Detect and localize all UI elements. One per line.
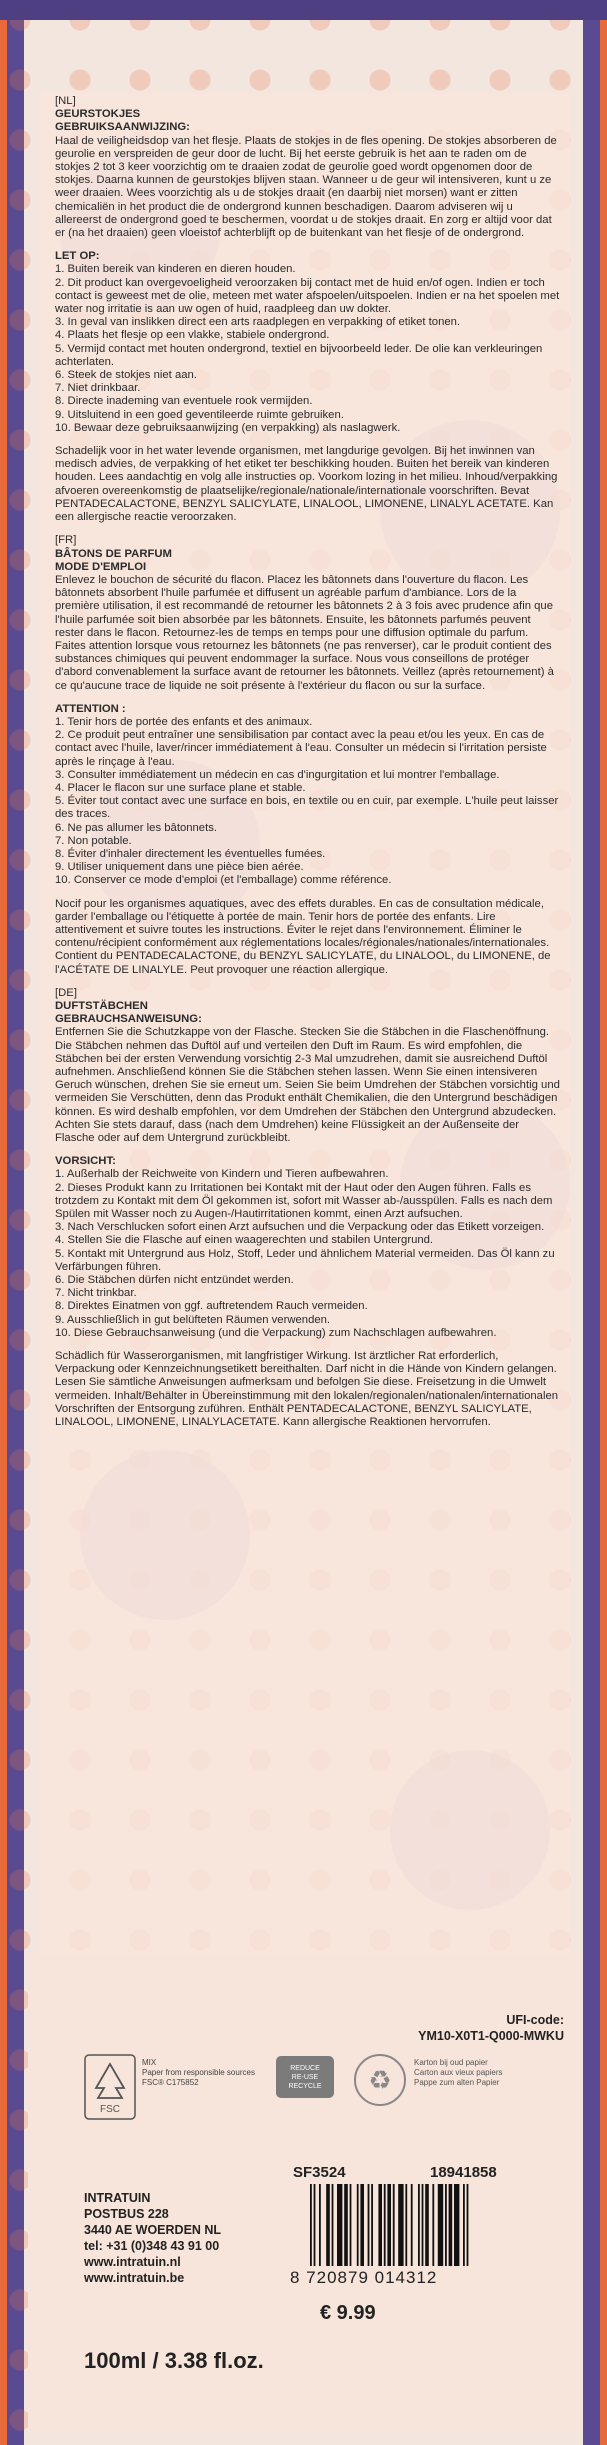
fr-warn-title: ATTENTION : bbox=[55, 702, 126, 715]
fr-warning: 7. Non potable. bbox=[55, 834, 132, 847]
nl-warning: 3. In geval van inslikken direct een arts raadplegen en verpakking of etiket tonen. bbox=[55, 316, 461, 329]
fr-warning: 6. Ne pas allumer les bâtonnets. bbox=[55, 821, 218, 834]
article-number: 18941858 bbox=[430, 2164, 497, 2181]
de-warn-title: VORSICHT: bbox=[55, 1155, 116, 1168]
de-lang: [DE] bbox=[55, 986, 77, 999]
nl-warn-title: LET OP: bbox=[55, 250, 100, 263]
price: € 9.99 bbox=[320, 2302, 376, 2324]
fr-warning: 4. Placer le flacon sur une surface plane et stable. bbox=[55, 781, 306, 794]
fr-title: BÂTONS DE PARFUM bbox=[55, 547, 172, 560]
box-top-edge bbox=[0, 0, 607, 20]
de-warning: 9. Ausschließlich in gut belüfteten Räumen verwenden. bbox=[55, 1313, 331, 1326]
de-subtitle: GEBRAUCHSANWEISUNG: bbox=[55, 1013, 202, 1026]
nl-warning: 4. Plaats het flesje op een vlakke, stabiele ondergrond. bbox=[55, 329, 330, 342]
address-line: www.intratuin.be bbox=[84, 2271, 185, 2285]
instructions bbox=[55, 95, 560, 1429]
recycle-icon: ♻ bbox=[354, 2054, 406, 2106]
fr-body: Enlevez le bouchon de sécurité du flacon. Placez les bâtonnets dans l'ouverture du flacon. Les bâtonnets absorbent l'huile parfumée et diffusent un agréable parfum d'ambiance. Lors de la première utilisation, il est recommandé de retourner les bâtonnets 2 à 3 fois avec prudence afin que l'huile parfumée soit bien absorbée par les bâtonnets. Ensuite, les bâtonnets parfumés peuvent rester dans le flacon. Retournez-les de temps en temps pour une diffusion optimale du parfum. Faites attention lorsque vous retournez les bâtonnets (ne pas renverser), car le produit contient des substances chimiques qui peuvent endommager la surface. Nous vous conseillons de protéger d'abord convenablement la surface avant de retourner les bâtonnets. Veillez (après retournement) à ce qu'aucune trace de liquide ne soit présente à l'extérieur du flacon ou sur la surface. bbox=[55, 573, 554, 692]
fsc-logo-icon bbox=[84, 2054, 136, 2120]
de-warning: 7. Nicht trinkbar. bbox=[55, 1287, 137, 1300]
nl-subtitle: GEBRUIKSAANWIJZING: bbox=[55, 121, 190, 134]
fsc-label: FSC bbox=[100, 2104, 120, 2115]
barcode bbox=[290, 2184, 570, 2287]
address-line: POSTBUS 228 bbox=[84, 2207, 169, 2221]
nl-warning: 7. Niet drinkbaar. bbox=[55, 382, 141, 395]
fr-footer: Nocif pour les organismes aquatiques, avec des effets durables. En cas de consultation médicale, garder l'emballage ou l'étiquette à portée de main. Tenir hors de portée des enfants. Lire attentivement et suivre toutes les instructions. Éviter le rejet dans l'environnement. Éliminer le contenu/récipient conformément aux réglementations locales/régionales/nationales/internationales. Contient du PENTADECALACTONE, du BENZYL SALICYLATE, du LINALOOL, du LIMONENE, de l'ACÉTATE DE LINALYLE. Peut provoquer une réaction allergique. bbox=[55, 897, 551, 976]
ufi-code bbox=[418, 2012, 564, 2044]
article-sf: SF3524 bbox=[293, 2164, 346, 2181]
ufi-value: YM10-X0T1-Q000-MWKU bbox=[418, 2029, 564, 2043]
nl-warning: 10. Bewaar deze gebruiksaanwijzing (en verpakking) als naslagwerk. bbox=[55, 421, 401, 434]
de-footer: Schädlich für Wasserorganismen, mit langfristiger Wirkung. Ist ärztlicher Rat erforderlich, Verpackung oder Kennzeichnungsetikett bereithalten. Darf nicht in die Hände von Kindern gelangen. Lesen Sie sämtliche Anweisungen aufmerksam und befolgen Sie diese. Freisetzung in die Umwelt vermeiden. Inhalt/Behälter in Übereinstimmung mit den lokalen/regionalen/nationalen/internationalen Vorschriften der Entsorgung zuführen. Enthält PENTADECALACTONE, BENZYL SALICYLATE, LINALOOL, LIMONENE, LINALYLACETATE. Kann allergische Reaktionen hervorrufen. bbox=[55, 1350, 559, 1429]
nl-lang: [NL] bbox=[55, 95, 76, 107]
nl-warning: 5. Vermijd contact met houten ondergrond, textiel en bijvoorbeeld leder. De olie kan verkleuringen achterlaten. bbox=[55, 342, 543, 368]
address-line: www.intratuin.nl bbox=[84, 2255, 181, 2269]
reduce-text: REDUCE RE-USE RECYCLE bbox=[288, 2065, 322, 2090]
fr-warning: 1. Tenir hors de portée des enfants et des animaux. bbox=[55, 715, 313, 728]
nl-warning: 6. Steek de stokjes niet aan. bbox=[55, 369, 197, 382]
fr-subtitle: MODE D'EMPLOI bbox=[55, 560, 147, 573]
nl-warning: 9. Uitsluitend in een goed geventileerde ruimte gebruiken. bbox=[55, 408, 344, 421]
nl-warning: 1. Buiten bereik van kinderen en dieren houden. bbox=[55, 263, 296, 276]
nl-warning: 8. Directe inademing van eventuele rook vermijden. bbox=[55, 395, 313, 408]
de-warning: 2. Dieses Produkt kann zu Irritationen bei Kontakt mit der Haut oder den Augen führen. Falls es trotzdem zu Kontakt mit dem Öl gekommen ist, sofort mit Wasser ab-/ausspülen. Falls es nach dem Spülen mit Wasser noch zu Augen-/Hautirritationen kommt, einen Arzt aufsuchen. bbox=[55, 1181, 553, 1221]
company-address bbox=[84, 2190, 221, 2286]
barcode-digits: 8 720879 014312 bbox=[290, 2268, 438, 2287]
de-warning: 1. Außerhalb der Reichweite von Kindern und Tieren aufbewahren. bbox=[55, 1168, 389, 1181]
nl-warning: 2. Dit product kan overgevoeligheid veroorzaken bij contact met de huid en/of ogen. Indien er toch contact is geweest met de olie, meteen met water afspoelen/uitspoelen. Indien er na het spoelen met water nog irritatie is aan uw ogen of huid, raadpleeg dan uw dokter. bbox=[55, 276, 560, 316]
fr-warning: 2. Ce produit peut entraîner une sensibilisation par contact avec la peau et/ou les yeux. En cas de contact avec l'huile, laver/rincer immédiatement à l'eau. Consulter un médecin si l'irritation persiste après le rinçage à l'eau. bbox=[55, 729, 547, 768]
de-title: DUFTSTÄBCHEN bbox=[55, 1000, 148, 1012]
fr-warning: 10. Conserver ce mode d'emploi (et l'emballage) comme référence. bbox=[55, 874, 392, 887]
de-warning: 5. Kontakt mit Untergrund aus Holz, Stoff, Leder und ähnlichem Material vermeiden. Das Öl kann zu Verfärbungen führen. bbox=[55, 1247, 555, 1273]
de-warning: 3. Nach Verschlucken sofort einen Arzt aufsuchen und die Verpackung oder das Etikett vorzeigen. bbox=[55, 1221, 545, 1234]
fr-lang: [FR] bbox=[55, 534, 77, 547]
paper-recycle-text: Karton bij oud papier Carton aux vieux papiers Pappe zum alten Papier bbox=[414, 2058, 503, 2087]
address-line: 3440 AE WOERDEN NL bbox=[84, 2223, 222, 2237]
fr-warning: 5. Éviter tout contact avec une surface en bois, en textile ou en cuir, par exemple. L'huile peut laisser des traces. bbox=[55, 795, 559, 821]
nl-body: Haal de veiligheidsdop van het flesje. Plaats de stokjes in de fles opening. De stokjes absorberen de geurolie en verspreiden de geur door de lucht. Bij het eerste gebruik is het aan te raden om de stokjes 2 tot 3 keer voorzichtig om te draaien zodat de geurolie goed wordt opgenomen door de stokjes. Daarna kunnen de geurstokjes blijven staan. Wanneer u de geur wil intensiveren, kunt u ze weer draaien. Wees voorzichtig als u de stokjes draait (en daarbij niet morsen) want er zitten chemicaliën in het product die de ondergrond kunnen beschadigen. Daarom adviseren wij u allereerst de ondergrond goed te beschermen, voordat u de stokjes draait. En zorg er altijd voor dat er (na het draaien) geen vloeistof achterblijft op de buitenkant van het flesje of de ondergrond. bbox=[55, 134, 557, 240]
nl-footer: Schadelijk voor in het water levende organismen, met langdurige gevolgen. Bij het inwinnen van medisch advies, de verpakking of het etiket ter beschikking houden. Buiten het bereik van kinderen houden. Lees aandachtig en volg alle instructies op. Voorkom lozing in het milieu. Inhoud/verpakking afvoeren overeenkomstig de plaatselijke/regionale/nationale/internationale voorschriften. Bevat PENTADECALACTONE, BENZYL SALICYLATE, LINALOOL, LIMONENE, LINALYL ACETATE. Kan een allergische reactie veroorzaken. bbox=[55, 445, 558, 524]
fr-warning: 9. Utiliser uniquement dans une pièce bien aérée. bbox=[55, 861, 304, 874]
fsc-text: MIX Paper from responsible sources FSC® C175852 bbox=[142, 2058, 255, 2087]
de-warning: 4. Stellen Sie die Flasche auf einen waagerechten und stabilen Untergrund. bbox=[55, 1234, 434, 1247]
ufi-label: UFI-code: bbox=[506, 2013, 564, 2027]
de-warning: 10. Diese Gebrauchsanweisung (und die Verpackung) zum Nachschlagen aufbewahren. bbox=[55, 1326, 497, 1339]
barcode-bars-icon bbox=[310, 2184, 554, 2266]
reduce-reuse-recycle-icon bbox=[276, 2056, 334, 2098]
fr-warning: 8. Éviter d'inhaler directement les éventuelles fumées. bbox=[55, 847, 326, 860]
de-warning: 8. Direktes Einatmen von ggf. auftretendem Rauch vermeiden. bbox=[55, 1300, 368, 1313]
logos-row bbox=[84, 2052, 564, 2140]
address-line: tel: +31 (0)348 43 91 00 bbox=[84, 2239, 220, 2253]
fr-warning: 3. Consulter immédiatement un médecin en cas d'ingurgitation et lui montrer l'emballage. bbox=[55, 768, 500, 781]
address-line: INTRATUIN bbox=[84, 2191, 151, 2205]
volume: 100ml / 3.38 fl.oz. bbox=[84, 2348, 264, 2373]
de-body: Entfernen Sie die Schutzkappe von der Flasche. Stecken Sie die Stäbchen in die Flaschenöffnung. Die Stäbchen nehmen das Duftöl auf und verteilen den Duft im Raum. Es wird empfohlen, die Stäbchen bei der ersten Verwendung vorsichtig 2-3 Mal umzudrehen, damit sie ausreichend Duftöl aufnehmen. Anschließend können Sie die Stäbchen stehen lassen. Wenn Sie einen intensiveren Geruch wünschen, drehen Sie sie erneut um. Seien Sie beim Umdrehen der Stäbchen vorsichtig und vermeiden Sie Verschütten, denn das Produkt enthält Chemikalien, die den Untergrund beschädigen können. Es wird deshalb empfohlen, vor dem Umdrehen der Stäbchen den Untergrund abzudecken. Achten Sie stets darauf, dass (nach dem Umdrehen) keine Flüssigkeit an der Außenseite der Flasche oder auf dem Untergrund zurückbleibt. bbox=[55, 1026, 560, 1145]
nl-title: GEURSTOKJES bbox=[55, 108, 141, 121]
de-warning: 6. Die Stäbchen dürfen nicht entzündet werden. bbox=[55, 1274, 294, 1287]
